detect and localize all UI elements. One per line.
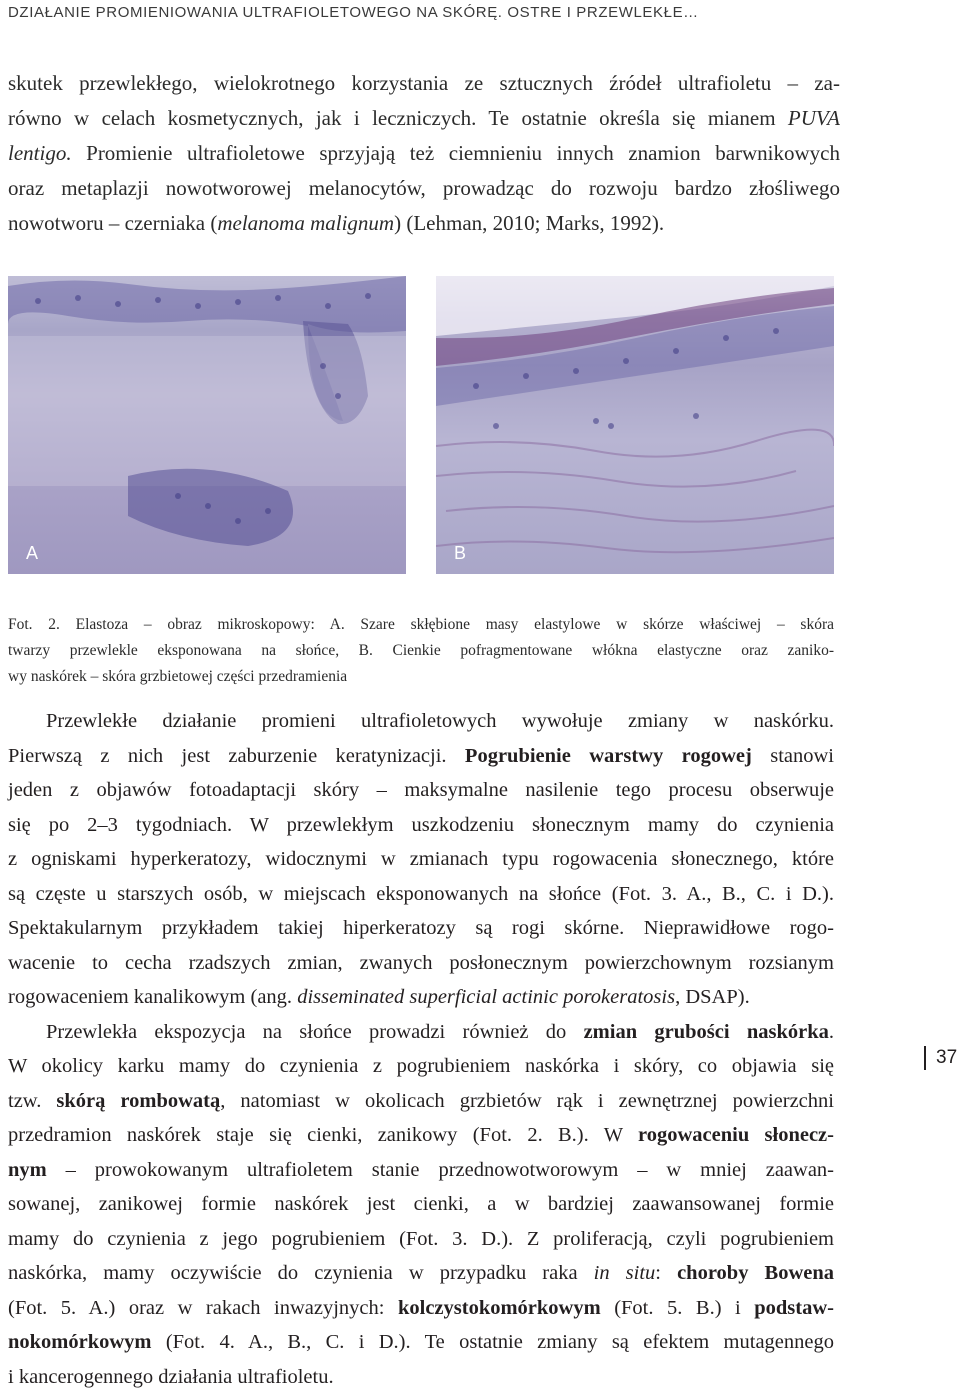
text-line: rogowaceniem kanalikowym (ang. disseminated superficial actinic porokeratosis, DSAP). (8, 980, 834, 1015)
panel-label-a: A (26, 543, 38, 564)
text-line: Spektakularnym przykładem takiej hiperkeratozy są rogi skórne. Nieprawidłowe rogo- (8, 911, 834, 946)
text-line: jeden z objawów fotoadaptacji skóry – maksymalne nasilenie tego procesu obserwuje (8, 773, 834, 808)
panel-label-b: B (454, 543, 466, 564)
running-head: DZIAŁANIE PROMIENIOWANIA ULTRAFIOLETOWEGO NA SKÓRĘ. OSTRE I PRZEWLEKŁE… (8, 4, 888, 21)
micrograph-b-image (436, 276, 834, 574)
text-line: z ogniskami hyperkeratozy, widocznymi w zmianach typu rogowacenia słonecznego, które (8, 842, 834, 877)
page-number: 37 (924, 1046, 957, 1070)
text-line: lentigo. Promienie ultrafioletowe sprzyjają też ciemnieniu innych znamion barwnikowych (8, 136, 840, 171)
text-line: (Fot. 5. A.) oraz w rakach inwazyjnych: kolczystokomórkowym (Fot. 5. B.) i podstaw- (8, 1291, 834, 1326)
text-line: nowotworu – czerniaka (melanoma malignum) (Lehman, 2010; Marks, 1992). (8, 206, 840, 241)
micrograph-panel-a (8, 276, 406, 574)
text-line: nokomórkowym (Fot. 4. A., B., C. i D.). Te ostatnie zmiany są efektem mutagennego (8, 1325, 834, 1360)
text-line: W okolicy karku mamy do czynienia z pogrubieniem naskórka i skóry, co objawia się (8, 1049, 834, 1084)
text-line: są częste u starszych osób, w miejscach eksponowanych na słońce (Fot. 3. A., B., C. i D.). (8, 877, 834, 912)
text-line: i kancerogennego działania ultrafioletu. (8, 1360, 834, 1394)
text-line: równo w celach kosmetycznych, jak i leczniczych. Te ostatnie określa się mianem PUVA (8, 101, 840, 136)
text-line: Przewlekła ekspozycja na słońce prowadzi również do zmian grubości naskórka. (8, 1015, 834, 1050)
caption-line: Fot. 2. Elastoza – obraz mikroskopowy: A. Szare skłębione masy elastylowe w skórze właściwej – skóra (8, 612, 834, 638)
text-line: nym – prowokowanym ultrafioletem stanie przednowotworowym – w mniej zaawan- (8, 1153, 834, 1188)
figure-caption (8, 612, 834, 690)
body-text (8, 704, 834, 1394)
text-line: oraz metaplazji nowotworowej melanocytów, prowadząc do rozwoju bardzo złośliwego (8, 171, 840, 206)
micrograph-panel-b (436, 276, 834, 574)
text-line: się po 2–3 tygodniach. W przewlekłym uszkodzeniu słonecznym mamy do czynienia (8, 808, 834, 843)
caption-line: twarzy przewlekle eksponowana na słońce, B. Cienkie pofragmentowane włókna elastyczne oraz zaniko- (8, 638, 834, 664)
text-line: przedramion naskórek staje się cienki, zanikowy (Fot. 2. B.). W rogowaceniu słonecz- (8, 1118, 834, 1153)
text-line: mamy do czynienia z jego pogrubieniem (Fot. 3. D.). Z proliferacją, czyli pogrubieniem (8, 1222, 834, 1257)
text-line: tzw. skórą rombowatą, natomiast w okolicach grzbietów rąk i zewnętrznej powierzchni (8, 1084, 834, 1119)
micrograph-a-image (8, 276, 406, 574)
intro-paragraph (8, 66, 840, 241)
text-line: naskórka, mamy oczywiście do czynienia w przypadku raka in situ: choroby Bowena (8, 1256, 834, 1291)
text-line: wacenie to cecha rzadszych zmian, zwanych posłonecznym powierzchownym rozsianym (8, 946, 834, 981)
text-line: sowanej, zanikowej formie naskórek jest cienki, a w bardziej zaawansowanej formie (8, 1187, 834, 1222)
text-line: Przewlekłe działanie promieni ultrafioletowych wywołuje zmiany w naskórku. (8, 704, 834, 739)
text-line: Pierwszą z nich jest zaburzenie keratynizacji. Pogrubienie warstwy rogowej stanowi (8, 739, 834, 774)
caption-line: wy naskórek – skóra grzbietowej części przedramienia (8, 664, 834, 690)
text-line: skutek przewlekłego, wielokrotnego korzystania ze sztucznych źródeł ultrafioletu – za- (8, 66, 840, 101)
